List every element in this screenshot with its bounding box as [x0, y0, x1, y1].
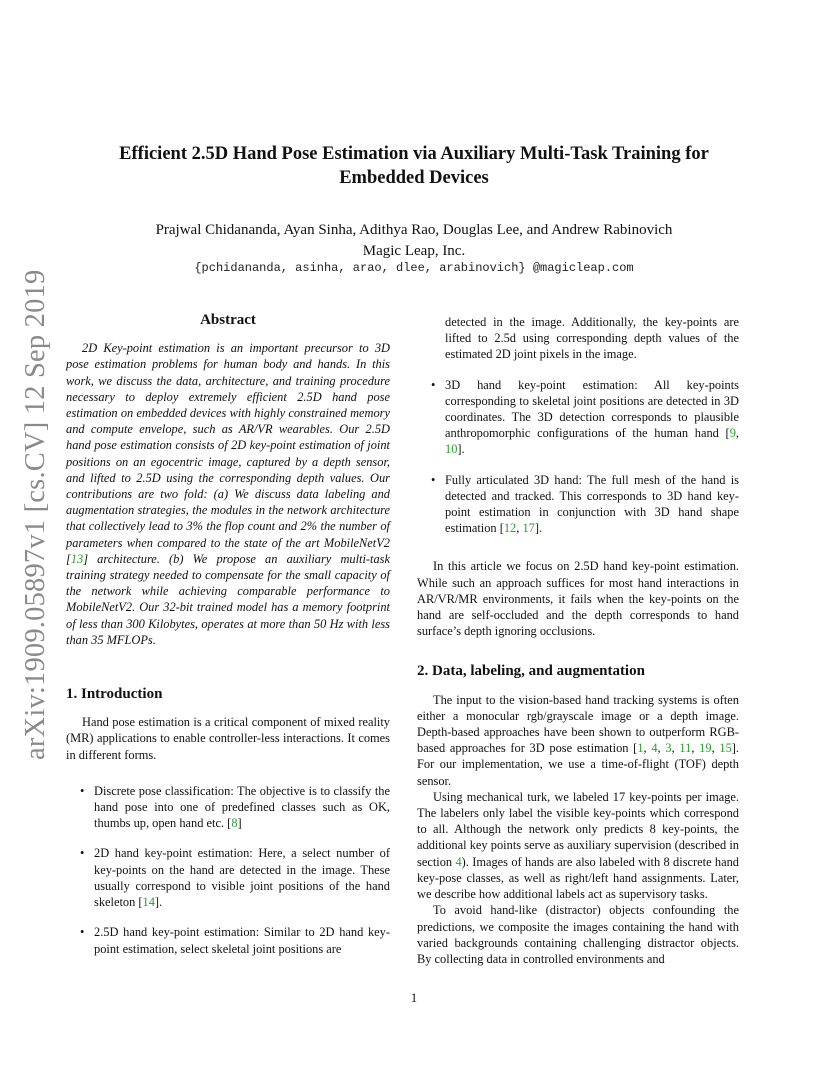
citation-link[interactable]: 17 — [522, 521, 535, 536]
right-bullet-list — [417, 377, 739, 537]
citation-link[interactable]: 19 — [699, 741, 712, 756]
bullet-icon: • — [80, 783, 85, 798]
section-heading-data: 2. Data, labeling, and augmentation — [417, 663, 645, 680]
bullet-text: 3D hand key-point estimation: All key-points corresponding to skeletal joint positions are detected in 3D coordinates. The 3D detection corresponds to plausible anthropomorphic configurations of the human hand [ — [445, 377, 739, 441]
bullet-text-end: ]. — [534, 521, 543, 536]
bullet-text-end: ]. — [457, 442, 465, 457]
abstract-text-b: ] architecture. (b) We propose an auxiliary multi-task training strategy needed to compensate for the small capacity of the network while achieving comparable performance to MobileNetV2. Our 32-bit trained model has a memory footprint of less than 300 Kilobytes, operates at more than 50 Hz with less than 35 MFLOPs. — [66, 551, 390, 647]
bullet-text: 2D hand key-point estimation: Here, a select number of key-points on the hand are detected in the image. These usually correspond to visible joint positions of the hand skeleton [ — [94, 846, 390, 910]
citation-link[interactable]: 3 — [665, 741, 672, 756]
bullet-text: Fully articulated 3D hand: The full mesh of the hand is detected and tracked. This corresponds to 3D hand key-point estimation in conjunction with 3D hand shape estimation [ — [445, 472, 739, 536]
intro-bullet-list — [66, 783, 390, 957]
list-item — [66, 924, 390, 956]
section2-paragraph-2 — [417, 789, 739, 902]
citation-link[interactable]: 10 — [445, 442, 458, 457]
author-list: Prajwal Chidananda, Ayan Sinha, Adithya Rao, Douglas Lee, and Andrew Rabinovich — [155, 222, 673, 238]
bullet-text-end: ]. — [154, 895, 163, 910]
citation-separator: , — [735, 426, 739, 441]
title-line-1: Efficient 2.5D Hand Pose Estimation via Auxiliary Multi-Task Training for — [119, 144, 709, 164]
right-column — [417, 314, 739, 967]
list-item — [66, 845, 390, 910]
page-number: 1 — [410, 990, 418, 1005]
bullet-icon: • — [431, 377, 436, 392]
left-column — [66, 312, 390, 971]
citation-link[interactable]: 11 — [679, 741, 692, 756]
affiliation: Magic Leap, Inc. — [362, 243, 466, 259]
bullet-text: Discrete pose classification: The objective is to classify the hand pose into one of predefined classes such as OK, thumbs up, open hand etc. [ — [94, 783, 390, 831]
citation-link[interactable]: 8 — [231, 816, 238, 831]
intro-paragraph: Hand pose estimation is a critical component of mixed reality (MR) applications to enable controller-less interactions. It comes in different forms. — [66, 715, 390, 762]
author-emails: {pchidananda, asinha, arao, dlee, arabinovich} @magicleap.com — [194, 261, 634, 275]
paragraph-text: The input to the vision-based hand tracking systems is often either a monocular rgb/grayscale image or a depth image. Depth-based approaches have been shown to outperform RGB-based approaches for 3D pose estimation [ — [417, 692, 739, 756]
paragraph-text: Using mechanical turk, we labeled 17 key-points per image. The labelers only label the visible key-points which correspond to all. Although the network only predicts 8 key-points, the additional key points serve as auxiliary supervision (described in section — [417, 789, 739, 869]
bullet-continuation: detected in the image. Additionally, the key-points are lifted to 2.5d using corresponding depth values of the estimated 2D joint pixels in the image. — [445, 315, 739, 362]
list-item — [417, 377, 739, 458]
paragraph-text-end: ]. For our implementation, we use a time-of-flight (TOF) depth sensor. — [417, 741, 740, 788]
list-item — [417, 472, 739, 537]
citation-link[interactable]: 4 — [651, 741, 658, 756]
focus-paragraph: In this article we focus on 2.5D hand key-point estimation. While such an approach suffices for most hand interactions in AR/VR/MR environments, it fails when the key-points on the hand are self-occluded and the depth corresponds to hand surface’s depth ignoring occlusions. — [417, 559, 739, 639]
arxiv-identifier: arXiv:1909.05897v1 [cs.CV] 12 Sep 2019 — [20, 269, 51, 760]
bullet-text: 2.5D hand key-point estimation: Similar to 2D hand key-point estimation, select skeletal joint positions are — [94, 925, 390, 956]
bullet-icon: • — [80, 846, 85, 861]
paragraph-text-end: ). Images of hands are also labeled with 8 discrete hand key-pose classes, as well as right/left hand assignments. Later, we describe how additional labels act as supervisory tasks. — [417, 854, 740, 902]
bullet-icon: • — [431, 472, 436, 487]
list-item — [66, 783, 390, 832]
abstract-heading: Abstract — [200, 312, 256, 328]
section2-paragraph-3: To avoid hand-like (distractor) objects confounding the predictions, we composite the images containing the hand with varied backgrounds containing challenging distractor objects. By collecting data in controlled environments and — [417, 903, 739, 966]
section-link[interactable]: 4 — [455, 854, 462, 869]
citation-separator: , — [516, 521, 523, 536]
citation-link[interactable]: 15 — [719, 741, 732, 756]
citation-link[interactable]: 14 — [142, 895, 155, 910]
abstract-text-a: 2D Key-point estimation is an important precursor to 3D pose estimation problems for human body and hands. In this work, we discuss the data, architecture, and training procedure necessary to deploy extremely efficient 2.5D hand pose estimation on embedded devices with highly constrained memory and compute envelope, such as AR/VR wearables. Our 2.5D hand pose estimation consists of 2D key-point estimation of joint positions on an egocentric image, captured by a depth sensor, and lifted to 2.5D using the corresponding depth values. Our contributions are two fold: (a) We discuss data labeling and augmentation strategies, the modules in the network architecture that collectively lead to 3% the flop count and 2% the number of parameters when compared to the state of the art MobileNetV2 [ — [66, 341, 390, 566]
author-block — [60, 220, 768, 262]
citation-link[interactable]: 12 — [503, 521, 517, 536]
section-heading-introduction: 1. Introduction — [66, 686, 163, 703]
bullet-text-end: ] — [237, 816, 242, 831]
section2-paragraph-1: The input to the vision-based hand tracking systems is often either a monocular rgb/grayscale image or a depth image. Depth-based approaches have been shown to outperform RGB-based approaches for 3D pose estimation [1, 4, 3, 11, 19, 15]. For our implementation, we use a time-of-flight (TOF) depth sensor. — [417, 692, 740, 788]
citation-link[interactable]: 13 — [70, 551, 84, 566]
title-line-2: Embedded Devices — [339, 168, 489, 188]
abstract-text — [66, 340, 390, 648]
bullet-icon: • — [80, 925, 85, 940]
paper-title — [60, 142, 768, 190]
citation-link[interactable]: 9 — [729, 426, 736, 441]
citation-link[interactable]: 1 — [637, 741, 644, 756]
